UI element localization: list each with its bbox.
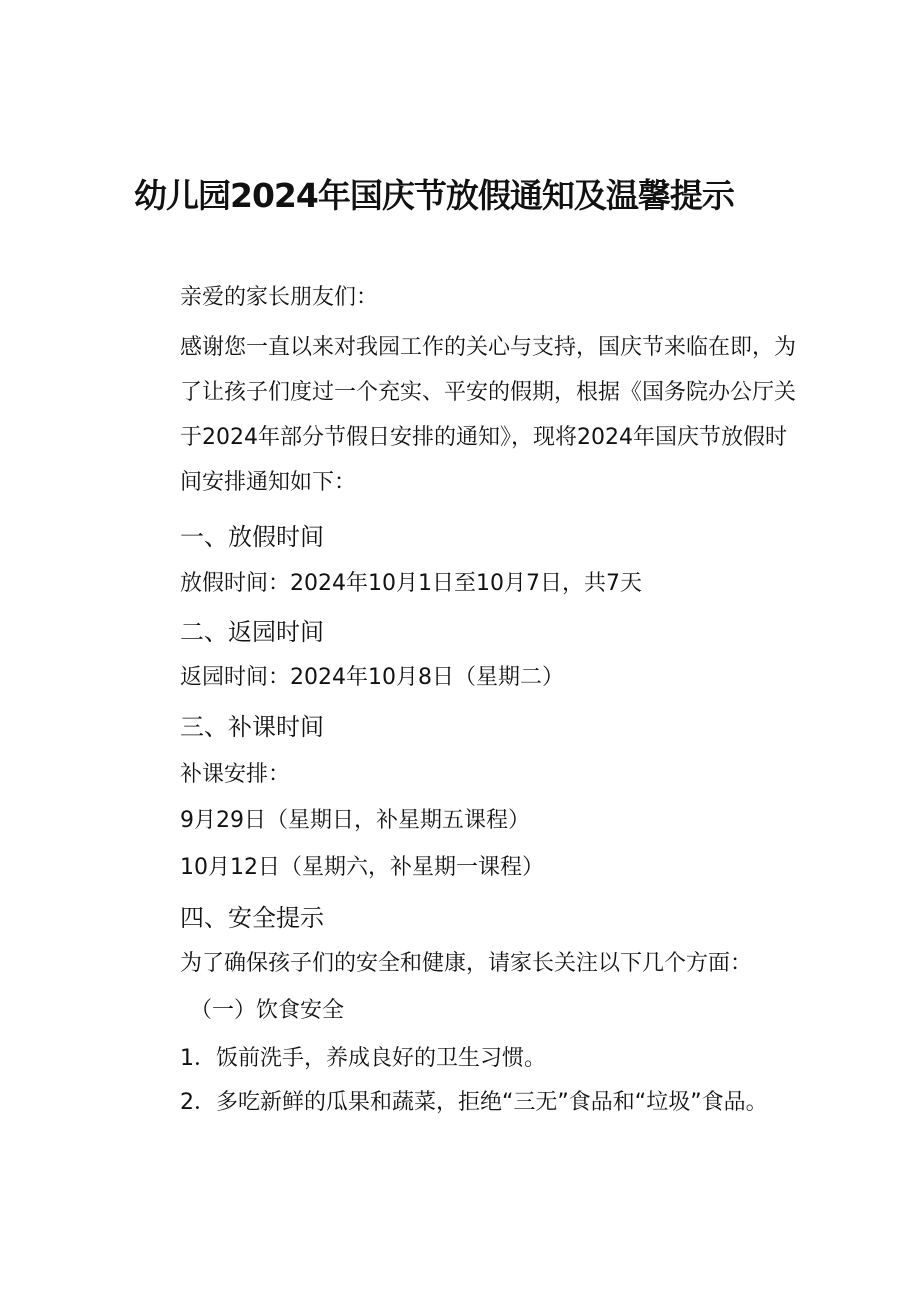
return-time-text: 返园时间：2024年10月8日（星期二）: [180, 665, 564, 690]
page-title: 幼儿园2024年国庆节放假通知及温馨提示: [134, 176, 734, 215]
makeup-item: 9月29日（星期日，补星期五课程）: [180, 808, 530, 833]
makeup-label: 补课安排：: [180, 762, 291, 787]
intro-paragraph: 感谢您一直以来对我园工作的关心与支持，国庆节来临在即，为了让孩子们度过一个充实、平安的假期，根据《国务院办公厅关于2024年部分节假日安排的通知》，现将2024年国庆节放假时间安排通知如下：: [180, 335, 797, 495]
safety-intro-text: 为了确保孩子们的安全和健康，请家长关注以下几个方面：: [180, 951, 753, 976]
safety-point: 2．多吃新鲜的瓜果和蔬菜，拒绝“三无”食品和“垃圾”食品。: [180, 1090, 768, 1115]
section-heading-return: 二、返园时间: [180, 618, 324, 646]
section-heading-holiday: 一、放假时间: [180, 523, 324, 551]
safety-point: 1．饭前洗手，养成良好的卫生习惯。: [180, 1046, 546, 1071]
section-heading-safety: 四、安全提示: [180, 904, 324, 932]
makeup-item: 10月12日（星期六，补星期一课程）: [180, 855, 544, 880]
salutation: 亲爱的家长朋友们：: [180, 285, 379, 310]
holiday-time-text: 放假时间：2024年10月1日至10月7日，共7天: [180, 571, 642, 596]
section-heading-makeup: 三、补课时间: [180, 713, 324, 741]
safety-subheading: （一）饮食安全: [190, 998, 345, 1023]
